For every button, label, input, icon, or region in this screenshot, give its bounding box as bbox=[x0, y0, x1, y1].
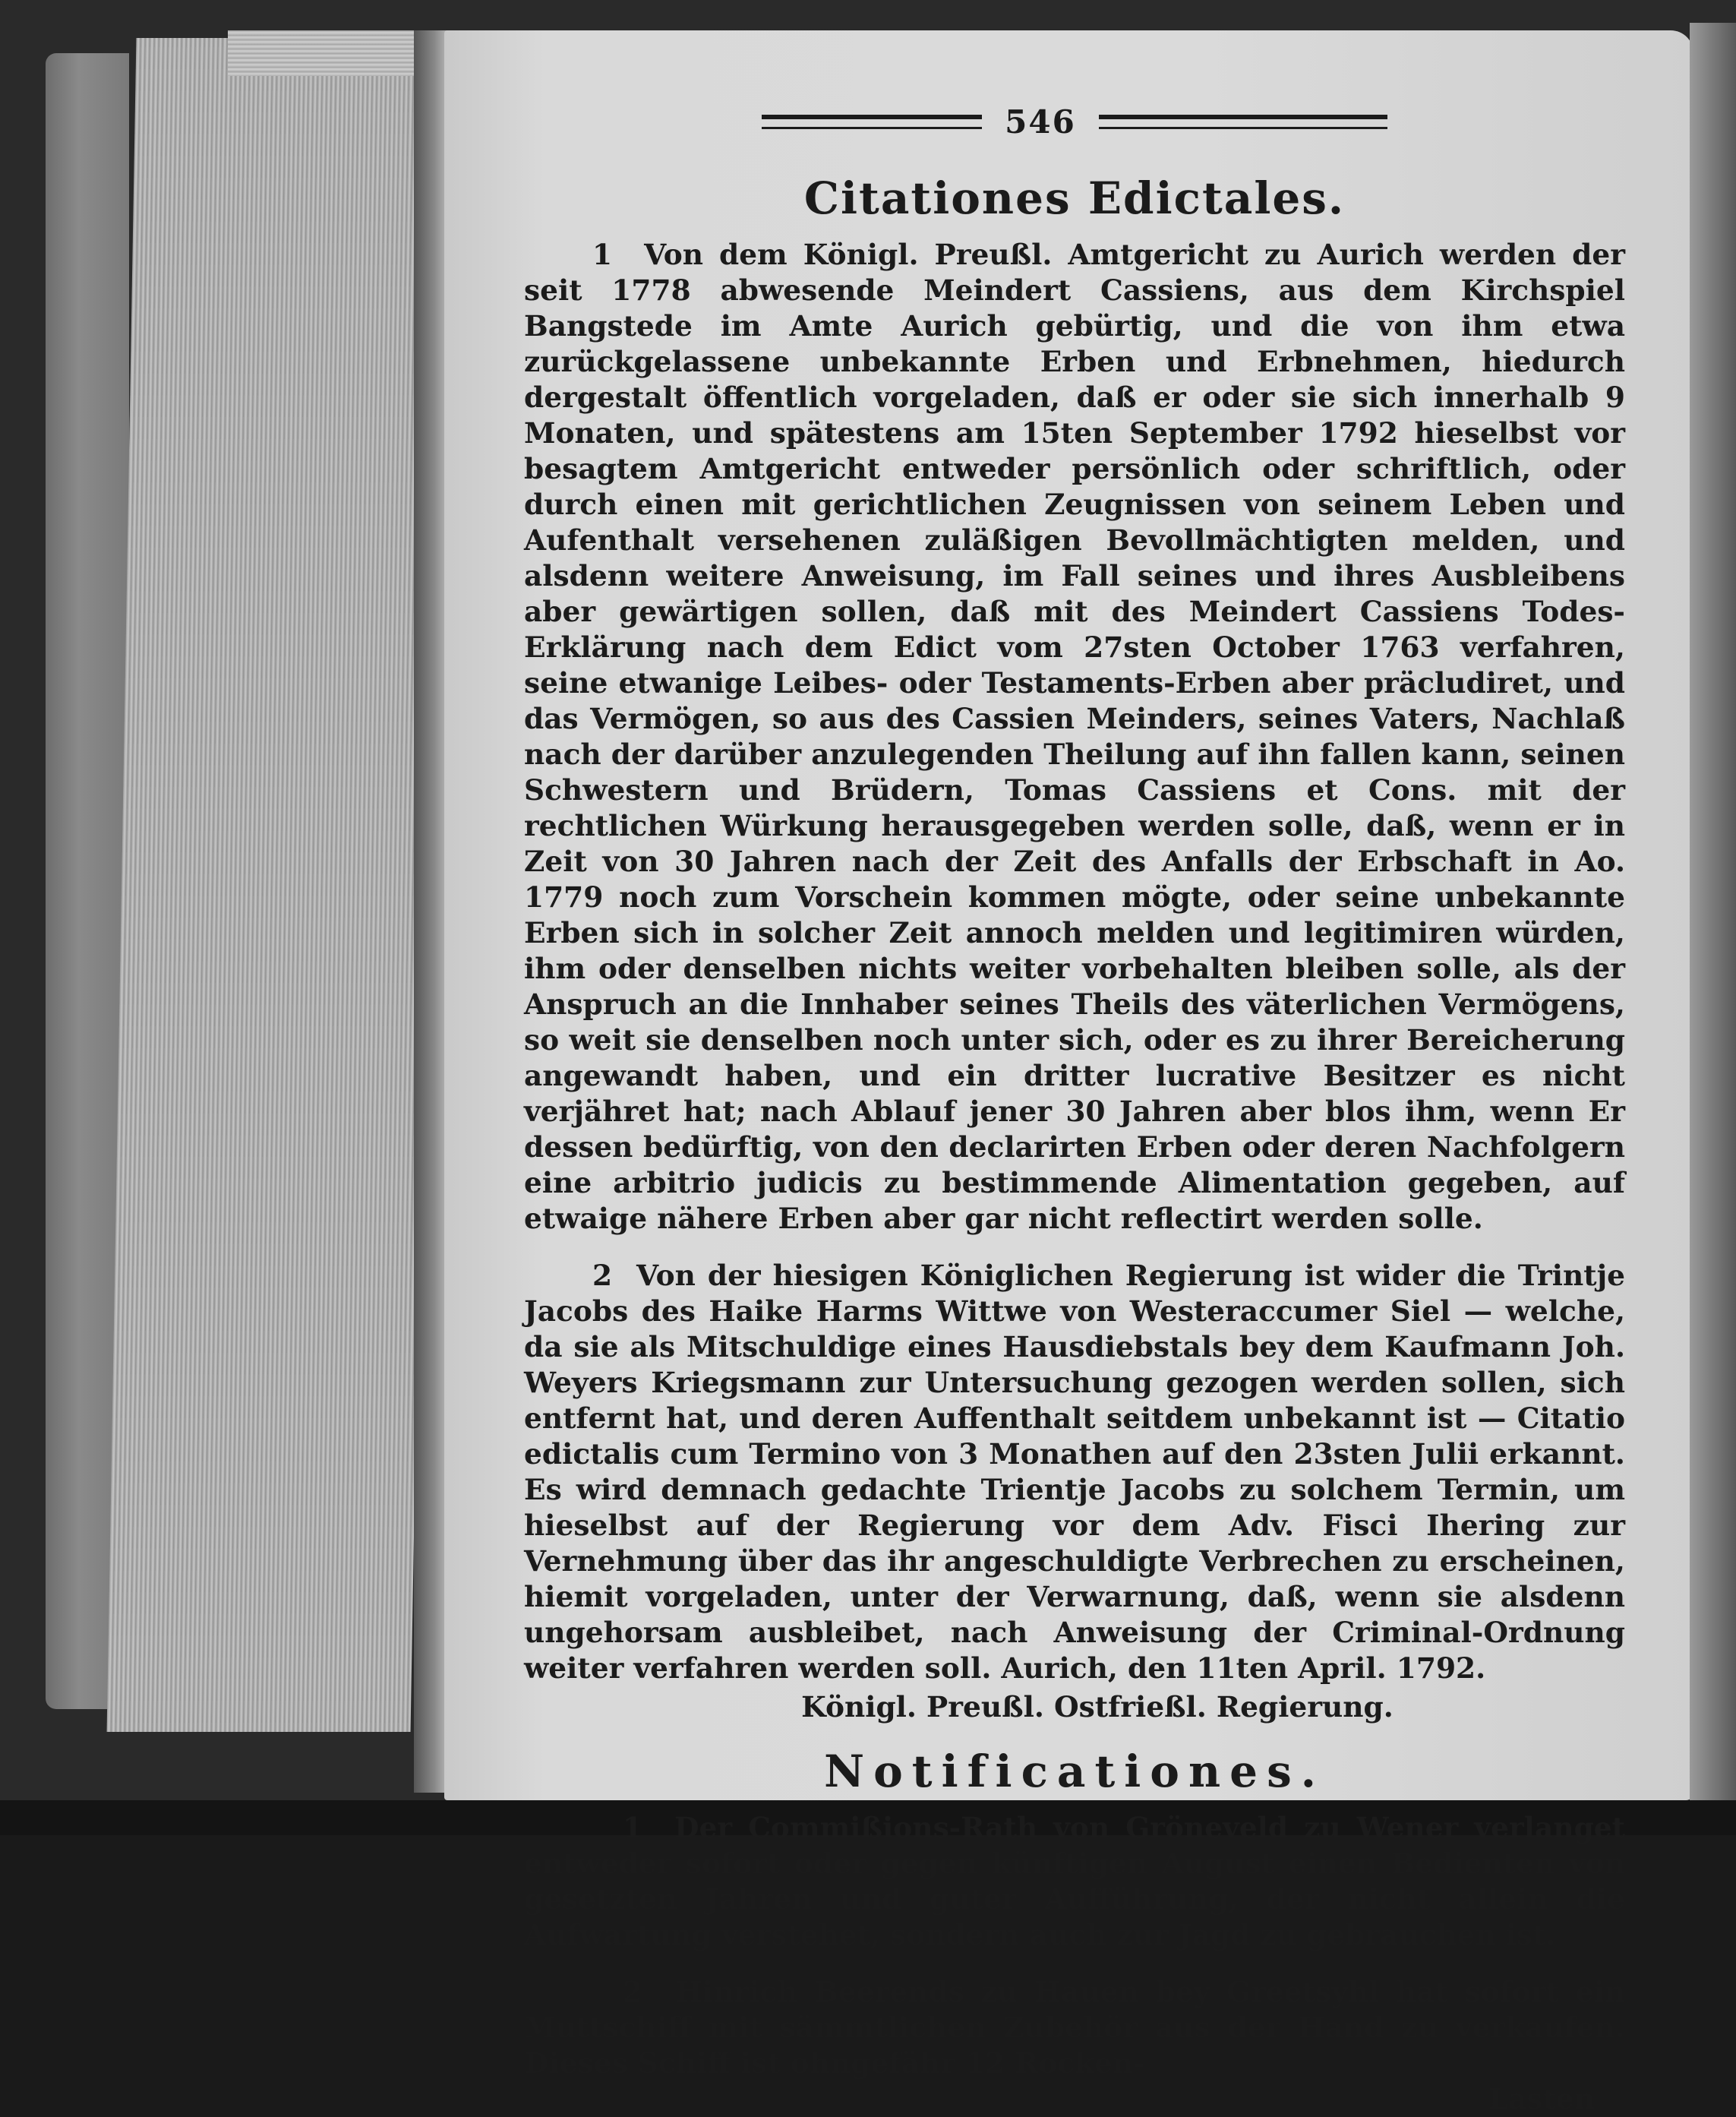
notificationes-title: Notificationes. bbox=[824, 1745, 1325, 1797]
notification-entry-1 bbox=[524, 1810, 1625, 1953]
header-rule-left bbox=[762, 115, 982, 129]
catchword: Lasten bbox=[1488, 2081, 1595, 2115]
citation-signature: Königl. Preußl. Ostfrießl. Regierung. bbox=[801, 1689, 1394, 1724]
citation-entry-1 bbox=[524, 237, 1625, 1237]
citation-text: Von der hiesigen Königlichen Regierung ist wider die Trintje Jacobs des Haike Harms Wittwe von Westeraccumer Siel — welche, da sie als Mitschuldige eines Hausdiebstals bey dem Kaufmann Joh. Weyers Kriegsmann zur Untersuchung gezogen werden sollen, sich entfernt hat, und deren Auffenthalt seitdem unbekannt ist — Citatio edictalis cum Termino von 3 Monathen auf den 23sten Julii erkannt. Es wird demnach gedachte Trientje Jacobs zu solchem Termin, um hieselbst auf der Regierung vor dem Adv. Fisci Ihering zur Vernehmung über das ihr angeschuldigte Verbrechen zu erscheinen, hiemit vorgeladen, unter der Verwarnung, daß, wenn sie alsdenn ungehorsam ausbleibet, nach Anweisung der Criminal-Ordnung weiter verfahren werden soll. Aurich, den 11ten April. 1792. bbox=[524, 1258, 1625, 1685]
citationes-title: Citationes Edictales. bbox=[803, 172, 1346, 224]
notification-number: 2 bbox=[623, 1974, 643, 2008]
notification-text: Hinrich Beerends zu Hauen bey Greetsyhl hat sofort ein Muttschiff mit sämmtlichen Zubehör aus der Hand zu verkaufen. Dieses Schiff ist ohngefähr 12 Rocken- bbox=[524, 1974, 1625, 2080]
citation-number: 2 bbox=[592, 1258, 613, 1292]
notification-number: 1 bbox=[623, 1810, 643, 1844]
page-number: 546 bbox=[1005, 103, 1076, 141]
page-header bbox=[524, 99, 1625, 144]
book-gutter bbox=[414, 30, 448, 1793]
citation-entry-2 bbox=[524, 1258, 1625, 1686]
right-page-edge bbox=[1690, 23, 1736, 1835]
citation-number: 1 bbox=[592, 237, 613, 271]
header-rule-right bbox=[1099, 115, 1387, 129]
page-block-edges bbox=[107, 38, 440, 1732]
citation-text: Von dem Königl. Preußl. Amtgericht zu Aurich werden der seit 1778 abwesende Meindert Cassiens, aus dem Kirchspiel Bangstede im Amte Aurich gebürtig, und die von ihm etwa zurückgelassene unbekannte Erben und Erbnehmen, hiedurch dergestalt öffentlich vorgeladen, daß er oder sie sich innerhalb 9 Monaten, und spätestens am 15ten September 1792 hieselbst vor besagtem Amtgericht entweder persönlich oder schriftlich, oder durch einen mit gerichtlichen Zeugnissen von seinem Leben und Aufenthalt versehenen zuläßigen Bevollmächtigten melden, und alsdenn weitere Anweisung, im Fall seines und ihres Ausbleibens aber gewärtigen sollen, daß mit des Meindert Cassiens Todes-Erklärung nach dem Edict vom 27sten October 1763 verfahren, seine etwanige Leibes- oder Testaments-Erben aber präcludiret, und das Vermögen, so aus des Cassien Meinders, seines Vaters, Nachlaß nach der darüber anzulegenden Theilung auf ihn fallen kann, seinen Schwestern und Brüdern, Tomas Cassiens et Cons. mit der rechtlichen Würkung herausgegeben werden solle, daß, wenn er in Zeit von 30 Jahren nach der Zeit des Anfalls der Erbschaft in Ao. 1779 noch zum Vorschein kommen mögte, oder seine unbekannte Erben sich in solcher Zeit annoch melden und legitimiren würden, ihm oder denselben nichts weiter vorbehalten bleiben solle, als der Anspruch an die Innhaber seines Theils des väterlichen Vermögens, so weit sie denselben noch unter sich, oder es zu ihrer Bereicherung angewandt haben, und ein dritter lucrative Besitzer es nicht verjähret hat; nach Ablauf jener 30 Jahren aber blos ihm, wenn Er dessen bedürftig, von den declarirten Erben oder deren Nachfolgern eine arbitrio judicis zu bestimmende Alimentation gegeben, auf etwaige nähere Erben aber gar nicht reflectirt werden solle. bbox=[524, 237, 1625, 1235]
notification-entry-2 bbox=[524, 1974, 1625, 2081]
notification-text: Der Commißions-Rath von Gröneveld zu Wener verlanget entweder sofort oder gegen künftigen August einen Bedienten von gesetzten Jahren und guter Aufführung, der nicht allein die Aufwartung verstehet, sondern auch zur Jagd zu gebrauchen ist. bbox=[524, 1810, 1625, 1951]
page-content bbox=[524, 99, 1625, 2117]
